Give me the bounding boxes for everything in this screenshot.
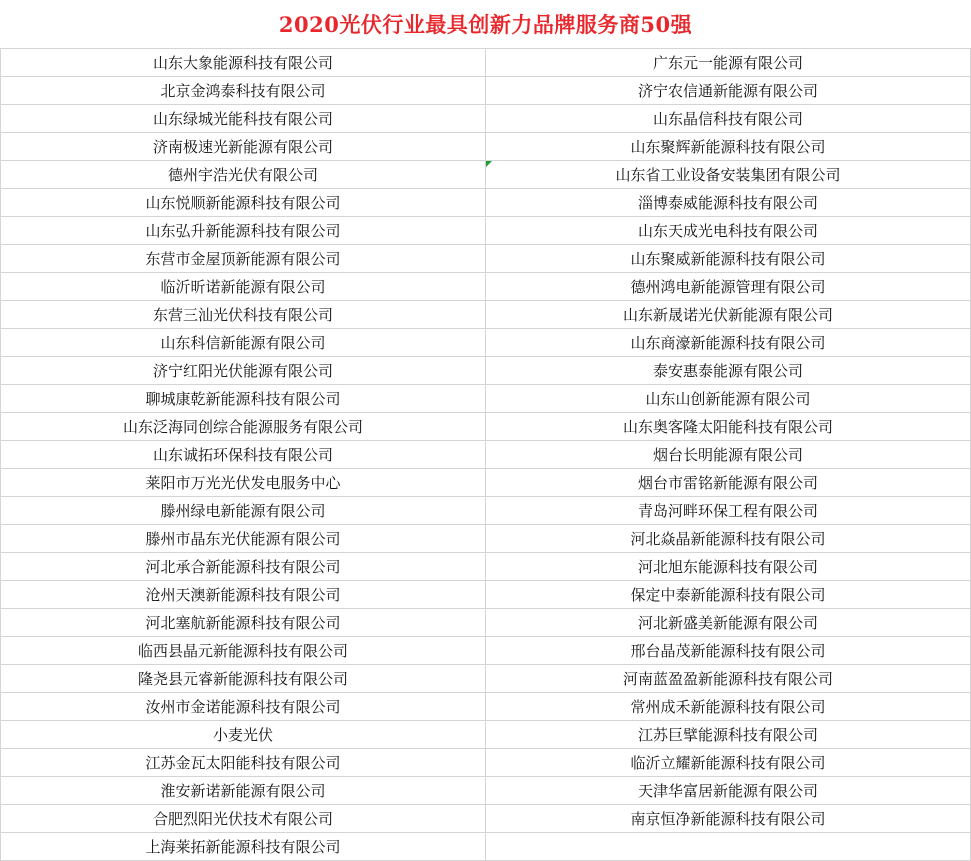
table-cell-right[interactable] (486, 49, 971, 77)
company-name: 江苏金瓦太阳能科技有限公司 (145, 754, 341, 772)
table-cell-left[interactable] (0, 357, 486, 385)
table-cell-right[interactable] (486, 273, 971, 301)
table-cell-left[interactable] (0, 833, 486, 861)
table-cell-right[interactable] (486, 805, 971, 833)
company-name: 常州成禾新能源科技有限公司 (630, 698, 826, 716)
company-name: 山东山创新能源有限公司 (645, 390, 811, 408)
table-cell-left[interactable] (0, 553, 486, 581)
table-cell-right[interactable] (486, 553, 971, 581)
company-name: 泰安惠泰能源有限公司 (652, 362, 803, 380)
company-name: 保定中泰新能源科技有限公司 (630, 586, 826, 604)
table-cell-left[interactable] (0, 245, 486, 273)
company-name: 山东泛海同创综合能源服务有限公司 (122, 418, 363, 436)
comment-marker-icon (486, 161, 492, 167)
company-name: 河北焱晶新能源科技有限公司 (630, 530, 826, 548)
company-name: 临西县晶元新能源科技有限公司 (137, 642, 348, 660)
table-cell-left[interactable] (0, 441, 486, 469)
company-name: 北京金鸿泰科技有限公司 (160, 82, 326, 100)
table-cell-right[interactable] (486, 161, 971, 189)
company-name: 山东科信新能源有限公司 (160, 334, 326, 352)
table-cell-left[interactable] (0, 777, 486, 805)
company-name: 山东弘升新能源科技有限公司 (145, 222, 341, 240)
table-cell-right[interactable] (486, 777, 971, 805)
company-name: 山东绿城光能科技有限公司 (152, 110, 333, 128)
table-cell-right[interactable] (486, 525, 971, 553)
company-name: 汝州市金诺能源科技有限公司 (145, 698, 341, 716)
table-cell-right[interactable] (486, 329, 971, 357)
table-cell-right[interactable] (486, 413, 971, 441)
company-name: 聊城康乾新能源科技有限公司 (145, 390, 341, 408)
company-name: 河北旭东能源科技有限公司 (637, 558, 818, 576)
company-name: 天津华富居新能源有限公司 (637, 782, 818, 800)
table-cell-left[interactable] (0, 693, 486, 721)
table-cell-left[interactable] (0, 609, 486, 637)
table-cell-left[interactable] (0, 413, 486, 441)
table-cell-right[interactable] (486, 105, 971, 133)
company-table (0, 49, 971, 861)
company-name: 上海莱拓新能源科技有限公司 (145, 838, 341, 856)
company-name: 山东大象能源科技有限公司 (152, 54, 333, 72)
company-name: 河北塞航新能源科技有限公司 (145, 614, 341, 632)
table-cell-left[interactable] (0, 497, 486, 525)
company-name: 山东商濠新能源科技有限公司 (630, 334, 826, 352)
table-cell-right[interactable] (486, 609, 971, 637)
company-name: 山东悦顺新能源科技有限公司 (145, 194, 341, 212)
table-cell-left[interactable] (0, 133, 486, 161)
company-name: 沧州天澳新能源科技有限公司 (145, 586, 341, 604)
table-cell-left[interactable] (0, 637, 486, 665)
table-cell-left[interactable] (0, 385, 486, 413)
table-cell-left[interactable] (0, 749, 486, 777)
company-name: 临沂昕诺新能源有限公司 (160, 278, 326, 296)
company-name: 山东天成光电科技有限公司 (637, 222, 818, 240)
table-cell-left[interactable] (0, 301, 486, 329)
table-cell-left[interactable] (0, 665, 486, 693)
table-cell-right[interactable] (486, 693, 971, 721)
table-cell-right[interactable] (486, 245, 971, 273)
company-name: 山东奥客隆太阳能科技有限公司 (622, 418, 833, 436)
company-name: 烟台长明能源有限公司 (652, 446, 803, 464)
table-cell-left[interactable] (0, 329, 486, 357)
table-cell-right[interactable] (486, 665, 971, 693)
company-name: 东营市金屋顶新能源有限公司 (145, 250, 341, 268)
table-cell-left[interactable] (0, 161, 486, 189)
table-cell-left[interactable] (0, 805, 486, 833)
table-cell-right[interactable] (486, 637, 971, 665)
title-cell[interactable] (0, 0, 971, 49)
table-cell-left[interactable] (0, 77, 486, 105)
company-name: 河北承合新能源科技有限公司 (145, 558, 341, 576)
table-cell-right[interactable] (486, 301, 971, 329)
table-cell-right[interactable] (486, 217, 971, 245)
company-name: 合肥烈阳光伏技术有限公司 (152, 810, 333, 828)
company-name: 临沂立耀新能源科技有限公司 (630, 754, 826, 772)
company-name: 河北新盛美新能源有限公司 (637, 614, 818, 632)
table-cell-left[interactable] (0, 273, 486, 301)
table-cell-left[interactable] (0, 189, 486, 217)
company-name: 邢台晶茂新能源科技有限公司 (630, 642, 826, 660)
company-name: 山东诚拓环保科技有限公司 (152, 446, 333, 464)
company-name: 隆尧县元睿新能源科技有限公司 (137, 670, 348, 688)
table-cell-right[interactable] (486, 77, 971, 105)
company-name: 南京恒净新能源科技有限公司 (630, 810, 826, 828)
company-name: 江苏巨擘能源科技有限公司 (637, 726, 818, 744)
table-cell-right[interactable] (486, 441, 971, 469)
company-name: 东营三汕光伏科技有限公司 (152, 306, 333, 324)
table-cell-left[interactable] (0, 469, 486, 497)
table-cell-right[interactable] (486, 497, 971, 525)
table-cell-right[interactable] (486, 721, 971, 749)
company-name: 济宁红阳光伏能源有限公司 (152, 362, 333, 380)
company-name: 德州鸿电新能源管理有限公司 (630, 278, 826, 296)
table-cell-right[interactable] (486, 581, 971, 609)
company-name: 德州宇浩光伏有限公司 (167, 166, 318, 184)
company-name: 淮安新诺新能源有限公司 (160, 782, 326, 800)
table-cell-left[interactable] (0, 721, 486, 749)
company-name: 滕州绿电新能源有限公司 (160, 502, 326, 520)
company-name: 淄博泰威能源科技有限公司 (637, 194, 818, 212)
table-cell-right[interactable] (486, 133, 971, 161)
company-name: 广东元一能源有限公司 (652, 54, 803, 72)
company-name: 山东聚威新能源科技有限公司 (630, 250, 826, 268)
company-name: 烟台市雷铭新能源有限公司 (637, 474, 818, 492)
table-cell-left[interactable] (0, 105, 486, 133)
company-name: 山东省工业设备安装集团有限公司 (615, 166, 841, 184)
company-name: 济宁农信通新能源有限公司 (637, 82, 818, 100)
company-name: 小麦光伏 (212, 726, 273, 744)
table-cell-right[interactable] (486, 749, 971, 777)
table-cell-left[interactable] (0, 49, 486, 77)
table-cell-left[interactable] (0, 217, 486, 245)
table-cell-right[interactable] (486, 189, 971, 217)
page-title: 2020光伏行业最具创新力品牌服务商50强 (278, 12, 693, 37)
table-cell-right[interactable] (486, 833, 971, 861)
company-name: 青岛河畔环保工程有限公司 (637, 502, 818, 520)
table-cell-left[interactable] (0, 525, 486, 553)
company-name: 山东新晟诺光伏新能源有限公司 (622, 306, 833, 324)
company-name: 莱阳市万光光伏发电服务中心 (145, 474, 341, 492)
table-cell-right[interactable] (486, 357, 971, 385)
company-name: 滕州市晶东光伏能源有限公司 (145, 530, 341, 548)
company-name: 山东聚辉新能源科技有限公司 (630, 138, 826, 156)
table-cell-left[interactable] (0, 581, 486, 609)
company-name: 济南极速光新能源有限公司 (152, 138, 333, 156)
table-cell-right[interactable] (486, 385, 971, 413)
company-name: 山东晶信科技有限公司 (652, 110, 803, 128)
company-name: 河南蓝盈盈新能源科技有限公司 (622, 670, 833, 688)
table-cell-right[interactable] (486, 469, 971, 497)
